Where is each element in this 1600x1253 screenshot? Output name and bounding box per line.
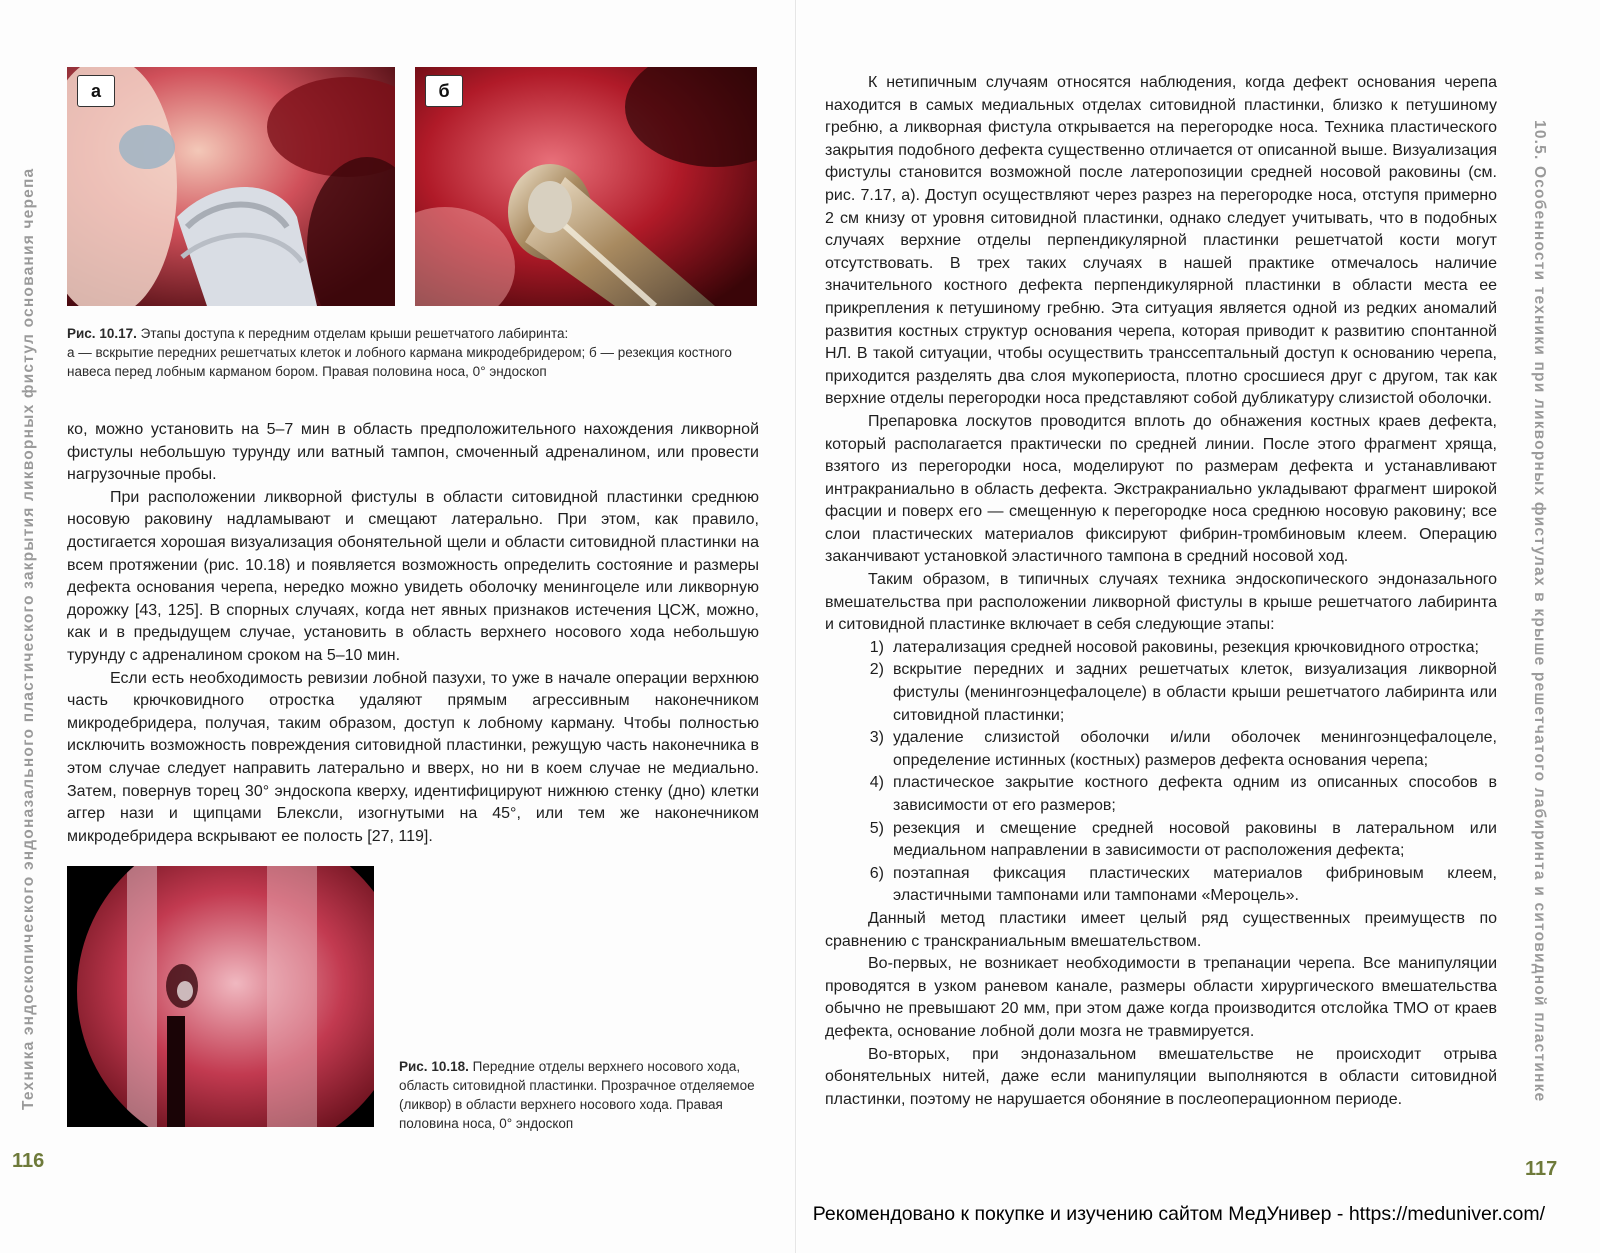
figure-10-17-panel-b — [415, 67, 757, 306]
figure-10-18-caption — [399, 1057, 764, 1133]
running-title-right: 10.5. Особенности техники при ликворных фистулах в крыше решетчатого лабиринта и ситовидной пластинке — [1531, 120, 1548, 1103]
right-body-text — [825, 72, 1497, 1111]
list-item-number: 1) — [869, 638, 884, 656]
figure-10-17-panel-a — [67, 67, 395, 306]
list-item — [825, 772, 1497, 817]
caption-label: Рис. 10.17. — [67, 326, 137, 341]
list-item-text: поэтапная фиксация пластических материалов фибриновым клеем, эластичными тампонами или тампонами «Мероцель». — [893, 864, 1497, 905]
list-item — [825, 818, 1497, 863]
caption-text: Передние отделы верхнего носового хода, область ситовидной пластинки. Прозрачное отделяемое (ликвор) в области верхнего носового хода. Правая половина носа, 0° эндоскоп — [399, 1059, 755, 1131]
paragraph: К нетипичным случаям относятся наблюдения, когда дефект основания черепа находится в самых медиальных отделах ситовидной пластинки, близко к петушиному гребню, а ликворная фистула открывается на перегородке носа. Техника пластического закрытия подобного дефекта существенно отличается от описанной выше. Визуализация фистулы становится возможной после латеропозиции средней носовой раковины (см. рис. 7.17, а). Доступ осуществляют через разрез на перегородке носа, отступя примерно 2 см книзу от уровня ситовидной пластинки, однако следует учитывать, что в подобных случаях верхние отделы перпендикулярной пластинки решетчатой кости могут отсутствовать. В трех таких случаях в нашей практике отмечалось наличие значительного костного дефекта перпендикулярной пластинки в области места ее прикрепления к петушиному гребню. Эта ситуация является одной из редких аномалий развития костных структур основания черепа, которая приводит к развитию спонтанной НЛ. В такой ситуации, чтобы осуществить транссептальный доступ к основанию черепа, приходится разделять два слоя мукопериоста, плотно сросшиеся друг с другом, так как верхние отделы перегородки носа представляют собой дубликатуру слизистой оболочки. — [825, 74, 1497, 408]
paragraph: При расположении ликворной фистулы в области ситовидной пластинки среднюю носовую раковину надламывают и смещают латерально. При этом, как правило, достигается хорошая визуализация обонятельной щели и области ситовидной пластинки на всем протяжении (рис. 10.18) и появляется возможность определить состояние и размеры дефекта основания черепа, нередко можно увидеть оболочку менингоцеле или ликворную дорожку [43, 125]. В спорных случаях, когда нет явных признаков истечения ЦСЖ, можно, как и в предыдущем случае, установить в область верхнего носового хода небольшую турунду с адреналином сроком на 5–10 мин. — [67, 488, 759, 664]
list-item-number: 4) — [869, 774, 884, 792]
footer-note: Рекомендовано к покупке и изучению сайтом МедУнивер - https://meduniver.com/ — [812, 1203, 1545, 1225]
list-item-text: пластическое закрытие костного дефекта одним из описанных способов в зависимости от его размеров; — [893, 774, 1497, 814]
steps-list — [825, 637, 1497, 908]
paragraph: Во-вторых, при эндоназальном вмешательстве не происходит отрыва обонятельных нитей, даже если манипуляции выполняются в области ситовидной пластинки, поэтому не нарушается обоняние в послеоперационном периоде. — [825, 1045, 1497, 1108]
list-item-text: вскрытие передних и задних решетчатых клеток, визуализация ликворной фистулы (менингоэнцефалоцеле) в области крыши решетчатого лабиринта или ситовидной пластинки; — [893, 661, 1497, 724]
right-page — [797, 0, 1600, 1253]
list-item-number: 6) — [869, 864, 884, 882]
page-number-left: 116 — [12, 1150, 45, 1172]
page-number-right: 117 — [1525, 1158, 1558, 1180]
paragraph: ко, можно установить на 5–7 мин в область предположительного нахождения ликворной фистулы небольшую турунду или ватный тампон, смоченный адреналином, или провести нагрузочные пробы. — [67, 421, 759, 484]
endoscopic-photo-b-icon — [415, 67, 757, 306]
running-title-left: Техника эндоскопического эндоназального пластического закрытия ликворных фистул основания черепа — [20, 167, 37, 1110]
left-body-text — [67, 419, 759, 848]
list-item — [825, 659, 1497, 727]
list-item-number: 5) — [869, 819, 884, 837]
list-item — [825, 863, 1497, 908]
figure-10-17-caption — [67, 324, 767, 381]
paragraph: Данный метод пластики имеет целый ряд существенных преимуществ по сравнению с транскраниальным вмешательством. — [825, 909, 1497, 950]
paragraph: Во-первых, не возникает необходимости в трепанации черепа. Все манипуляции проводятся в узком раневом канале, размеры области хирургического вмешательства обычно не превышают 20 мм, при этом даже когда производится отслойка ТМО от краев дефекта, основание лобной доли мозга не травмируется. — [825, 955, 1497, 1040]
endoscopic-photo-a-icon — [67, 67, 395, 306]
list-item-text: латерализация средней носовой раковины, резекция крючковидного отростка; — [893, 638, 1479, 656]
paragraph: Препаровка лоскутов проводится вплоть до обнажения костных краев дефекта, который располагается практически по средней линии. После этого фрагмент хряща, взятого из перегородки носа, моделируют по размерам дефекта и устанавливают интракраниально в область дефекта. Экстракраниально укладывают фрагмент широкой фасции и поверх его — смещенную к перегородке носа среднюю носовую раковину; все слои пластических материалов фиксируют фибрин-тромбиновым клеем. Операцию заканчивают установкой эластичного тампона в средний носовой ход. — [825, 412, 1497, 566]
panel-letter-b: б — [425, 75, 463, 107]
figure-10-18-photo — [67, 866, 374, 1127]
list-item-text: резекция и смещение средней носовой раковины в латеральном или медиальном направлении в зависимости от расположения дефекта; — [893, 819, 1497, 860]
list-item — [825, 637, 1497, 660]
panel-letter-a: а — [77, 75, 115, 107]
paragraph: Если есть необходимость ревизии лобной пазухи, то уже в начале операции верхнюю часть крючковидного отростка удаляют прямым агрессивным наконечником микродебридера, получая, таким образом, доступ к лобному карману. Чтобы полностью исключить возможность повреждения ситовидной пластинки, режущую часть наконечника в этом случае следует направить латерально и вверх, но ни в коем случае не медиально. Затем, повернув торец 30° эндоскопа кверху, идентифицируют нижнюю стенку (дно) клетки аггер нази и щипцами Блексли, изогнутыми на 45°, или тем же наконечником микродебридера вскрывают ее полость [27, 119]. — [67, 669, 759, 845]
caption-text: а — вскрытие передних решетчатых клеток и лобного кармана микродебридером; б — резекция костного навеса перед лобным карманом бором. Правая половина носа, 0° эндоскоп — [67, 345, 732, 379]
list-item — [825, 727, 1497, 772]
endoscopic-photo-circular-icon — [67, 866, 374, 1127]
list-item-text: удаление слизистой оболочки и/или оболочек менингоэнцефалоцеле, определение истинных (костных) размеров дефекта основания черепа; — [893, 729, 1497, 769]
left-page — [0, 0, 796, 1253]
caption-title: Этапы доступа к передним отделам крыши решетчатого лабиринта: — [140, 326, 569, 341]
list-item-number: 3) — [869, 729, 884, 747]
paragraph: Таким образом, в типичных случаях техника эндоскопического эндоназального вмешательства при расположении ликворной фистулы в крыше решетчатого лабиринта и ситовидной пластинке включает в себя следующие этапы: — [825, 571, 1497, 634]
list-item-number: 2) — [869, 661, 884, 679]
caption-label: Рис. 10.18. — [399, 1059, 469, 1074]
